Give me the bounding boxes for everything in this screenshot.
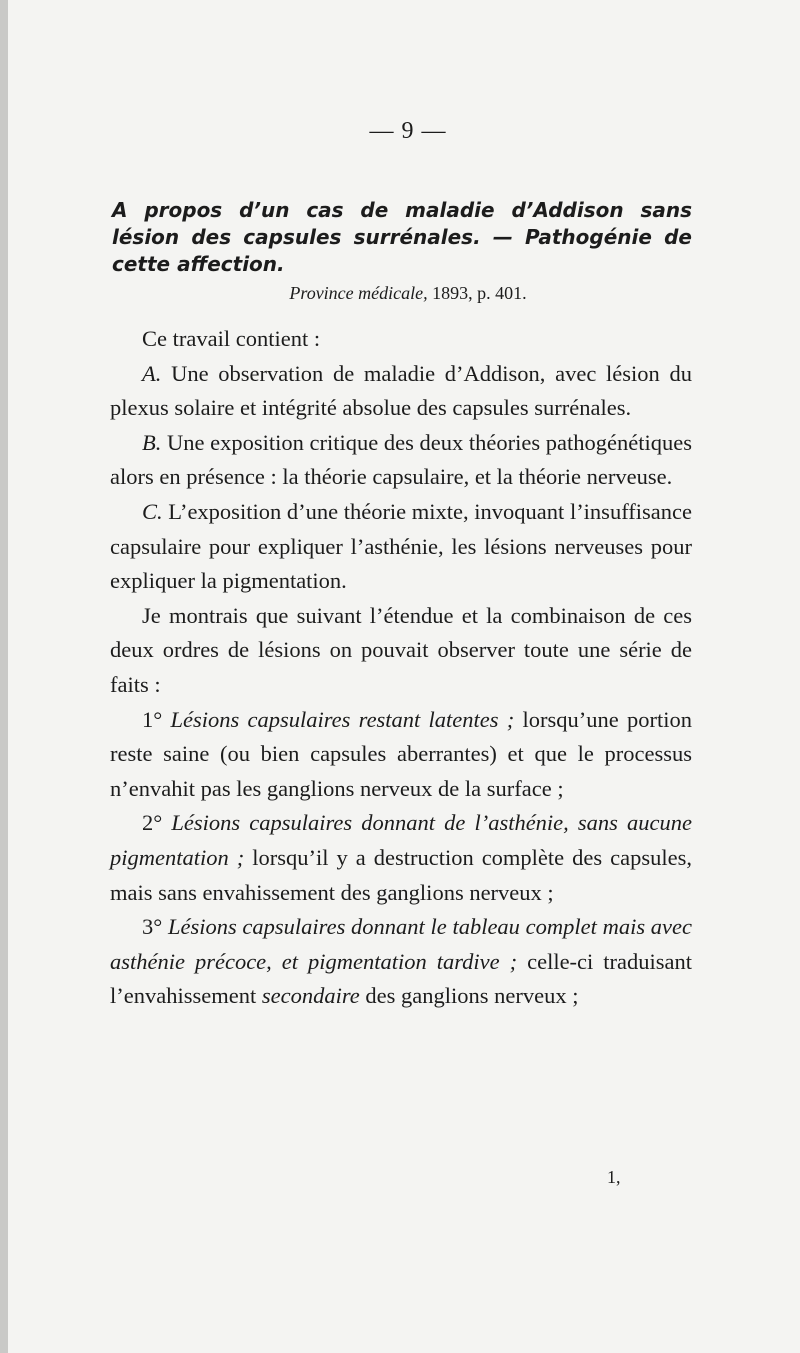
item-emphasis-secondary: secondaire: [261, 983, 360, 1009]
item-text-end: des ganglions nerveux ;: [359, 983, 579, 1009]
paragraph-text: Une observation de maladie d’Addison, avec lésion du plexus solaire et intégrité absolue des capsules surrénales.: [110, 360, 692, 421]
item-number: 3°: [142, 914, 163, 940]
item-number: 1°: [142, 706, 163, 732]
publication-details: 1893, p. 401.: [427, 283, 527, 303]
paragraph-item-2: [110, 806, 692, 910]
paragraph-label: B.: [142, 429, 162, 455]
paragraph-b: [110, 426, 692, 495]
paragraph-a: [110, 357, 692, 426]
paragraph-text: Une exposition critique des deux théories pathogénétiques alors en présence : la théorie capsulaire, et la théorie nerveuse.: [110, 429, 692, 490]
item-number: 2°: [142, 810, 163, 836]
body-text: [110, 322, 692, 1014]
paragraph-text: L’exposition d’une théorie mixte, invoquant l’insuffisance capsulaire pour expliquer l’asthénie, les lésions nerveuses pour expliquer la pigmentation.: [110, 498, 692, 594]
item-text: lorsqu’une portion reste saine (ou bien capsules aberrantes) et que le processus n’envahit pas les ganglions nerveux de la surface ;: [110, 706, 692, 801]
paragraph-c: [110, 495, 692, 599]
signature-mark: 1,: [607, 1167, 621, 1187]
page-number: — 9 —: [369, 118, 447, 144]
paragraph-intro: Ce travail contient :: [142, 326, 321, 351]
article-title: A propos d’un cas de maladie d’Addison sans lésion des capsules surrénales. — Pathogénie de cette affection.: [112, 198, 692, 276]
journal-name: Province médicale,: [289, 283, 428, 303]
paragraph-item-3: [110, 910, 692, 1014]
item-emphasis: Lésions capsulaires donnant de l’asthénie, sans aucune pigmentation ;: [110, 810, 692, 870]
item-text: celle-ci traduisant l’envahissement: [110, 948, 692, 1009]
paragraph-item-1: [110, 703, 692, 807]
paragraph-label: A.: [142, 360, 162, 386]
item-emphasis: Lésions capsulaires restant latentes ;: [162, 706, 515, 732]
paragraph-label: C.: [142, 498, 163, 524]
publication-source: [8, 283, 800, 304]
paragraph-series: Je montrais que suivant l’étendue et la combinaison de ces deux ordres de lésions on pouvait observer toute une série de faits :: [110, 602, 692, 697]
item-emphasis: Lésions capsulaires donnant le tableau complet mais avec asthénie précoce, et pigmentation tardive ;: [110, 914, 692, 974]
item-text: lorsqu’il y a destruction complète des capsules, mais sans envahissement des ganglions nerveux ;: [110, 844, 692, 905]
